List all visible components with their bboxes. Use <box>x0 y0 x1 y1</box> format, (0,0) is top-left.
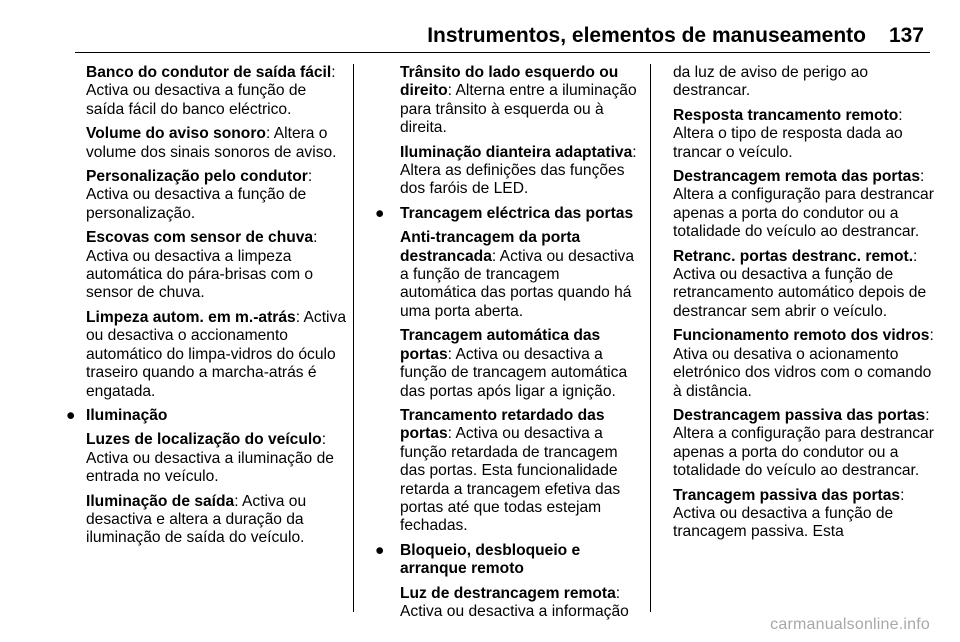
entry-term: Trânsito do lado esquerdo ou direito <box>400 64 619 100</box>
section-heading: Trancagem eléctrica das portas <box>400 204 634 222</box>
entry-text: : Activa ou desactiva a função de retrancamento automático depois de destrancar sem abrir o veículo. <box>673 247 927 320</box>
entry-term: Volume do aviso sonoro <box>86 125 266 143</box>
column-1 <box>66 64 348 554</box>
entry-term: Destrancagem passiva das portas <box>673 406 926 424</box>
entry-auto-door-locking <box>375 327 637 401</box>
entry-vehicle-locator-lights <box>86 431 348 486</box>
entry-easy-exit-seat <box>86 64 348 119</box>
entry-text: da luz de aviso de perigo ao destrancar. <box>673 64 869 100</box>
entry-text: : Activa ou desactiva e altera a duração da iluminação de saída do veículo. <box>86 492 307 547</box>
page-title: Instrumentos, elementos de manuseamento <box>427 24 866 47</box>
entry-remote-lock-feedback <box>673 107 935 162</box>
entry-passive-door-unlock <box>673 407 935 481</box>
column-divider <box>353 64 354 612</box>
entry-passive-door-lock <box>673 487 935 542</box>
entry-term: Anti-trancagem da porta destrancada <box>400 229 581 265</box>
entry-term: Trancamento retardado das portas <box>400 406 605 443</box>
entry-text: : Altera as definições das funções dos faróis de LED. <box>400 143 637 198</box>
entry-text: : Activa ou desactiva a função retardada de trancagem das portas. Esta funcionalidade retarda a trancagem efetiva das portas até que todas estejam fechadas. <box>400 425 621 535</box>
entry-text: : Activa ou desactiva a iluminação de entrada no veículo. <box>86 431 334 486</box>
entry-warning-volume <box>86 125 348 162</box>
entry-reverse-auto-wipe <box>86 309 348 401</box>
entry-term: Luz de destrancagem remota <box>400 584 616 602</box>
entry-text: : Ativa ou desativa o acionamento eletrónico dos vidros com o comando à distância. <box>673 327 934 400</box>
entry-term: Banco do condutor de saída fácil <box>86 64 332 81</box>
section-remote-lock-unlock-start <box>375 542 637 579</box>
section-heading: Iluminação <box>86 406 168 424</box>
entry-term: Resposta trancamento remoto <box>673 106 899 124</box>
entry-term: Iluminação dianteira adaptativa <box>400 143 633 161</box>
entry-text: : Activa ou desactiva a função de trancagem automática das portas após ligar a ignição. <box>400 345 628 400</box>
entry-text: : Altera a configuração para destrancar apenas a porta do condutor ou a totalidade do veículo ao destrancar. <box>673 168 934 241</box>
entry-remote-door-unlock <box>673 168 935 242</box>
column-2 <box>375 64 637 627</box>
entry-text: : Altera o volume dos sinais sonoros de aviso. <box>86 125 337 161</box>
column-3 <box>673 64 935 548</box>
bullet-dot: ● <box>375 541 385 559</box>
entry-term: Trancagem passiva das portas <box>673 486 901 504</box>
entry-remote-unlock-light <box>375 585 637 622</box>
watermark: carmanualsonline.info <box>770 616 930 633</box>
entry-delayed-door-lock <box>375 407 637 536</box>
entry-text: : Alterna entre a iluminação para trânsito à esquerda ou à direita. <box>400 82 637 137</box>
bullet-dot: ● <box>66 406 76 424</box>
entry-driver-personalization <box>86 168 348 223</box>
entry-term: Luzes de localização do veículo <box>86 431 322 449</box>
entry-text: : Activa ou desactiva a limpeza automática do pára-brisas com o sensor de chuva. <box>86 229 318 302</box>
entry-term: Destrancagem remota das portas <box>673 168 920 186</box>
page-number: 137 <box>888 24 924 47</box>
entry-remote-relock <box>673 248 935 322</box>
entry-text: : Altera a configuração para destrancar apenas a porta do condutor ou a totalidade do veículo ao destrancar. <box>673 406 934 480</box>
entry-exit-lighting <box>86 493 348 548</box>
section-lighting <box>66 407 348 425</box>
entry-rain-sensing-wipers <box>86 229 348 303</box>
entry-adaptive-front-lighting <box>375 144 637 199</box>
entry-text: : Activa ou desactiva a função de trancagem automática das portas quando há uma porta aberta. <box>400 247 635 320</box>
page-header <box>75 22 930 53</box>
entry-text: : Activa ou desactiva a função de trancagem passiva. Esta <box>673 486 905 541</box>
column-divider <box>650 64 651 612</box>
entry-text: : Altera o tipo de resposta dada ao trancar o veículo. <box>673 106 903 161</box>
bullet-dot: ● <box>375 204 385 222</box>
entry-traffic-side <box>375 64 637 138</box>
entry-text: : Activa ou desactiva o accionamento automático do limpa-vidros do óculo traseiro quando a marcha-atrás é engatada. <box>86 308 346 400</box>
entry-term: Funcionamento remoto dos vidros <box>673 327 930 345</box>
section-heading: Bloqueio, desbloqueio e arranque remoto <box>400 541 581 578</box>
entry-text: : Activa ou desactiva a informação <box>400 584 629 620</box>
section-power-door-locks <box>375 205 637 223</box>
entry-term: Limpeza autom. em m.-atrás <box>86 308 296 326</box>
entry-remote-window-operation <box>673 327 935 401</box>
entry-unlocked-door-anti-lockout <box>375 229 637 321</box>
entry-text: : Activa ou desactiva a função de saída fácil do banco eléctrico. <box>86 64 336 118</box>
entry-text: : Activa ou desactiva a função de personalização. <box>86 168 313 222</box>
entry-term: Trancagem automática das portas <box>400 327 601 363</box>
entry-term: Iluminação de saída <box>86 492 235 510</box>
entry-term: Escovas com sensor de chuva <box>86 229 314 247</box>
entry-term: Retranc. portas destranc. remot. <box>673 247 914 265</box>
entry-continued-text <box>673 64 935 101</box>
entry-term: Personalização pelo condutor <box>86 168 308 186</box>
